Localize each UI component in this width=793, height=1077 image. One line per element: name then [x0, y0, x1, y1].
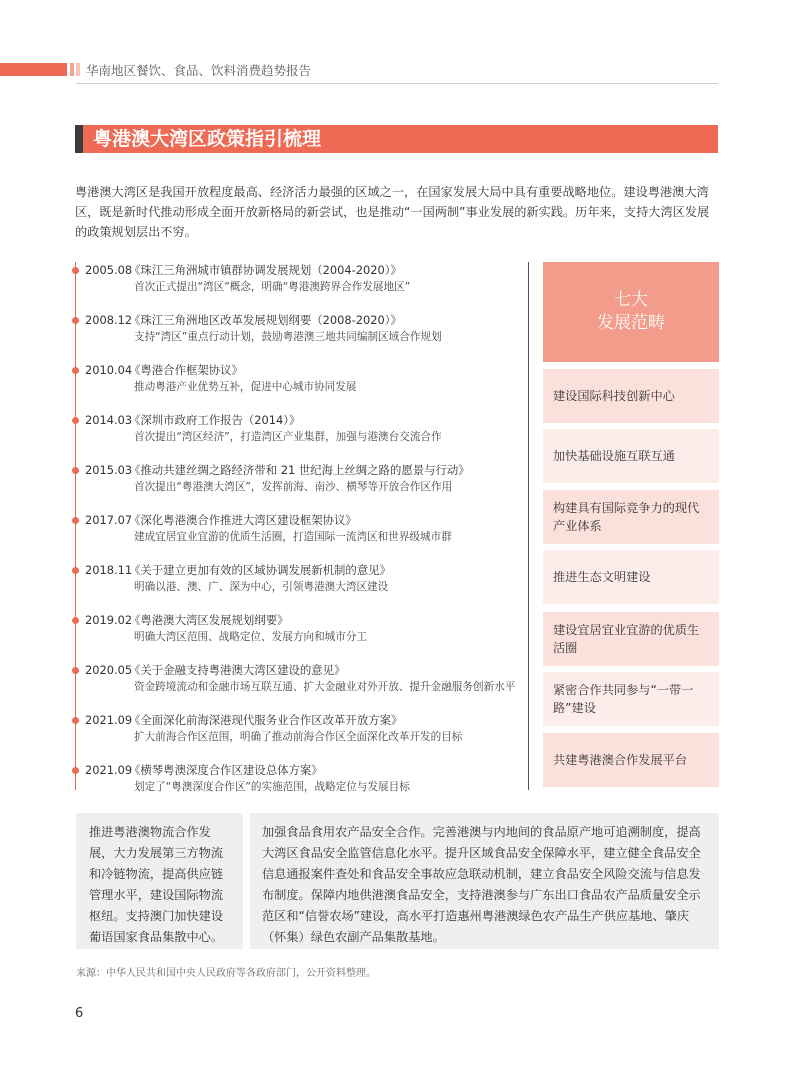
header-accent-tick — [70, 63, 74, 76]
timeline-description: 首次正式提出“湾区”概念，明确“粤港澳跨界合作发展地区” — [134, 281, 411, 293]
timeline-dot-icon — [72, 567, 79, 574]
development-area-item: 推进生态文明建设 — [543, 550, 719, 604]
timeline-heading — [85, 612, 288, 628]
timeline-date: 2019.02 — [85, 613, 133, 627]
timeline-description: 明确大湾区范围、战略定位、发展方向和城市分工 — [134, 631, 368, 643]
timeline-heading — [85, 662, 345, 678]
timeline-heading — [85, 712, 402, 728]
timeline-policy-title: 《横琴粤澳深度合作区建设总体方案》 — [129, 763, 323, 777]
development-area-item: 紧密合作共同参与“一带一路”建设 — [543, 672, 719, 726]
development-area-item: 加快基础设施互联互通 — [543, 429, 719, 483]
timeline-axis — [75, 262, 76, 790]
development-area-item: 建设国际科技创新中心 — [543, 369, 719, 423]
timeline-description: 建成宜居宜业宜游的优质生活圈，打造国际一流湾区和世界级城市群 — [134, 531, 452, 543]
timeline-policy-title: 《珠江三角洲城市镇群协调发展规划（2004-2020）》 — [129, 263, 402, 277]
development-areas-title — [543, 262, 719, 362]
timeline-dot-icon — [72, 467, 79, 474]
timeline-dot-icon — [72, 617, 79, 624]
timeline-heading — [85, 762, 323, 778]
timeline-description: 首次提出“湾区经济”，打造湾区产业集群，加强与港澳台交流合作 — [134, 431, 442, 443]
timeline-dot-icon — [72, 517, 79, 524]
timeline-policy-title: 《深圳市政府工作报告（2014）》 — [129, 413, 301, 427]
timeline-dot-icon — [72, 767, 79, 774]
timeline-dot-icon — [72, 267, 79, 274]
header-accent-bar — [0, 63, 67, 76]
development-area-item: 构建具有国际竞争力的现代产业体系 — [543, 490, 719, 544]
source-note: 来源：中华人民共和国中央人民政府等各政府部门，公开资料整理。 — [76, 968, 376, 979]
food-safety-cooperation-box: 加强食品食用农产品安全合作。完善港澳与内地间的食品原产地可追溯制度，提高大湾区食品安全监管信息化水平。提升区域食品安全保障水平，建立健全食品安全信息通报案件查处和食品安全事故应急联动机制，建立食品安全风险交流与信息发布制度。保障内地供港澳食品安全，支持港澳参与广东出口食品农产品质量安全示范区和“信誉农场”建设，高水平打造惠州粤港澳绿色农产品生产供应基地、肇庆（怀集）绿色农副产品集散基地。 — [250, 813, 719, 949]
timeline-policy-title: 《关于建立更加有效的区域协调发展新机制的意见》 — [129, 563, 391, 577]
header-accent-tick — [76, 63, 80, 76]
timeline-date: 2021.09 — [85, 713, 133, 727]
timeline-description: 扩大前海合作区范围，明确了推动前海合作区全面深化改革开发的目标 — [134, 731, 463, 743]
development-area-item: 共建粤港澳合作发展平台 — [543, 733, 719, 787]
timeline-divider — [528, 262, 529, 790]
timeline-policy-title: 《粤港合作框架协议》 — [129, 363, 243, 377]
timeline-date: 2021.09 — [85, 763, 133, 777]
timeline-heading — [85, 512, 357, 528]
timeline-policy-title: 《推动共建丝绸之路经济带和 21 世纪海上丝绸之路的愿景与行动》 — [129, 463, 470, 477]
timeline-date: 2005.08 — [85, 263, 133, 277]
timeline-heading — [85, 312, 402, 328]
section-title: 粤港澳大湾区政策指引梳理 — [75, 125, 718, 153]
panel-title-line2: 发展范畴 — [597, 313, 665, 333]
timeline-heading — [85, 362, 243, 378]
intro-paragraph: 粤港澳大湾区是我国开放程度最高、经济活力最强的区域之一，在国家发展大局中具有重要战略地位。建设粤港澳大湾区，既是新时代推动形成全面开放新格局的新尝试，也是推动“一国两制”事业发展的新实践。历年来，支持大湾区发展的政策规划层出不穷。 — [75, 185, 710, 239]
timeline-date: 2018.11 — [85, 563, 133, 577]
timeline-heading — [85, 462, 470, 478]
timeline-description: 划定了“粤澳深度合作区”的实施范围，战略定位与发展目标 — [134, 781, 410, 793]
development-area-item: 建设宜居宜业宜游的优质生活圈 — [543, 612, 719, 666]
timeline-description: 资金跨境流动和金融市场互联互通、扩大金融业对外开放、提升金融服务创新水平 — [134, 681, 516, 693]
timeline-description: 支持“湾区”重点行动计划，鼓励粤港澳三地共同编制区域合作规划 — [134, 331, 442, 343]
timeline-date: 2014.03 — [85, 413, 133, 427]
timeline-policy-title: 《关于金融支持粤港澳大湾区建设的意见》 — [129, 663, 346, 677]
timeline-policy-title: 《全面深化前海深港现代服务业合作区改革开放方案》 — [129, 713, 403, 727]
timeline-heading — [85, 412, 300, 428]
timeline-date: 2010.04 — [85, 363, 133, 377]
timeline-dot-icon — [72, 717, 79, 724]
timeline-dot-icon — [72, 667, 79, 674]
logistics-cooperation-box: 推进粤港澳物流合作发展，大力发展第三方物流和冷链物流，提高供应链管理水平，建设国际物流枢纽。支持澳门加快建设葡语国家食品集散中心。 — [76, 813, 243, 949]
panel-title-line1: 七大 — [614, 290, 648, 310]
timeline-date: 2017.07 — [85, 513, 133, 527]
timeline-dot-icon — [72, 417, 79, 424]
timeline-policy-title: 《粤港澳大湾区发展规划纲要》 — [129, 613, 289, 627]
timeline-policy-title: 《珠江三角洲地区改革发展规划纲要（2008-2020）》 — [129, 313, 402, 327]
timeline-heading — [85, 262, 402, 278]
timeline-description: 推动粤港产业优势互补，促进中心城市协同发展 — [134, 381, 357, 393]
header-title: 华南地区餐饮、食品、饮料消费趋势报告 — [86, 63, 312, 78]
timeline-dot-icon — [72, 367, 79, 374]
timeline-description: 首次提出“粤港澳大湾区”，发挥前海、南沙、横琴等开放合作区作用 — [134, 481, 453, 493]
page-number: 6 — [75, 1006, 84, 1021]
timeline-policy-title: 《深化粤港澳合作推进大湾区建设框架协议》 — [129, 513, 357, 527]
timeline-description: 明确以港、澳、广、深为中心，引领粤港澳大湾区建设 — [134, 581, 389, 593]
timeline-date: 2020.05 — [85, 663, 133, 677]
timeline-dot-icon — [72, 317, 79, 324]
timeline-date: 2008.12 — [85, 313, 133, 327]
timeline-heading — [85, 562, 391, 578]
timeline-date: 2015.03 — [85, 463, 133, 477]
header-rule — [76, 83, 718, 84]
